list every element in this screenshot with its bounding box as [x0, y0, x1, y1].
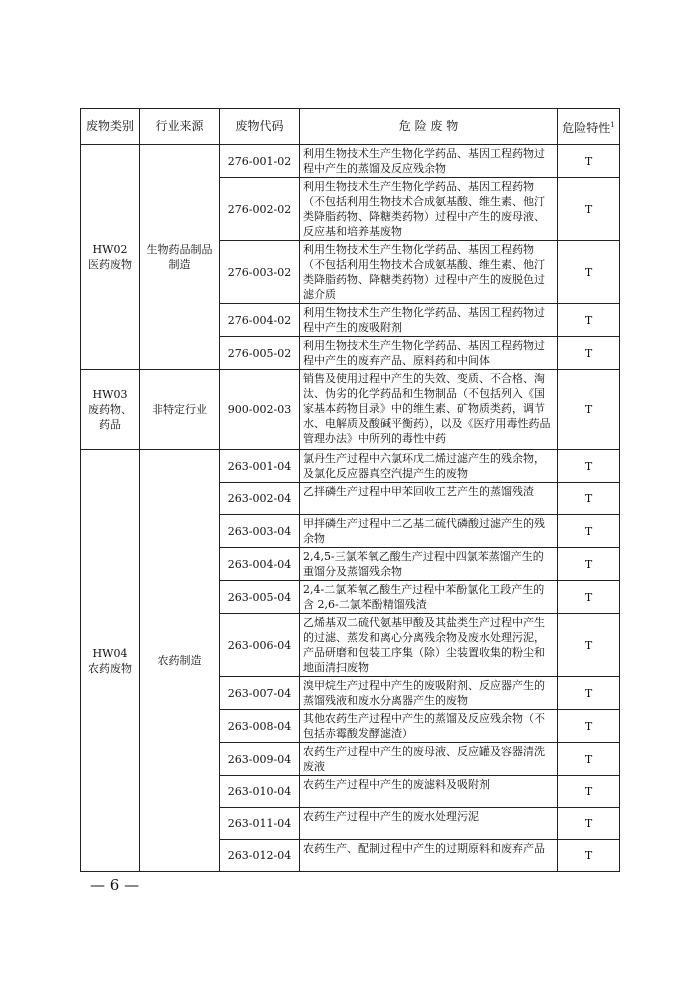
waste-code-cell: 263-009-04	[220, 743, 300, 776]
hazard-property-cell: T	[558, 450, 620, 483]
hazard-property-cell: T	[558, 710, 620, 743]
waste-code-cell: 263-010-04	[220, 776, 300, 808]
hazard-property-cell: T	[558, 548, 620, 581]
industry-source-cell: 农药制造	[140, 450, 220, 872]
waste-code-cell: 276-002-02	[220, 178, 300, 241]
hazardous-waste-description: 甲拌磷生产过程中二乙基二硫代磷酸过滤产生的残余物	[300, 515, 558, 548]
hazardous-waste-description: 利用生物技术生产生物化学药品、基因工程药物（不包括利用生物技术合成氨基酸、维生素、他汀类降脂药物、降糖类药物）过程中产生的废脱色过滤介质	[300, 241, 558, 304]
table-body	[81, 145, 620, 872]
hazardous-waste-description: 农药生产过程中产生的废滤料及吸附剂	[300, 776, 558, 808]
hazard-property-cell: T	[558, 304, 620, 337]
hazardous-waste-description: 乙烯基双二硫代氨基甲酸及其盐类生产过程中产生的过滤、蒸发和离心分离残余物及废水处理污泥，产品研磨和包装工序集（除）尘装置收集的粉尘和地面清扫废物	[300, 614, 558, 677]
waste-code-cell: 276-004-02	[220, 304, 300, 337]
waste-code-cell: 263-007-04	[220, 677, 300, 710]
hazardous-waste-description: 农药生产过程中产生的废水处理污泥	[300, 808, 558, 840]
industry-source-cell: 非特定行业	[140, 370, 220, 450]
waste-code-cell: 263-001-04	[220, 450, 300, 483]
hazard-property-cell: T	[558, 776, 620, 808]
hazardous-waste-description: 氯丹生产过程中六氯环戊二烯过滤产生的残余物，及氯化反应器真空汽提产生的废物	[300, 450, 558, 483]
hazardous-waste-description: 利用生物技术生产生物化学药品、基因工程药物过程中产生的废弃产品、原料药和中间体	[300, 337, 558, 370]
hazard-property-cell: T	[558, 145, 620, 178]
header-category: 废物类别	[81, 109, 140, 145]
hazardous-waste-description: 农药生产过程中产生的废母液、反应罐及容器清洗废液	[300, 743, 558, 776]
hazardous-waste-description: 利用生物技术生产生物化学药品、基因工程药物（不包括利用生物技术合成氨基酸、维生素、他汀类降脂药物、降糖类药物）过程中产生的废母液、反应基和培养基废物	[300, 178, 558, 241]
hazard-property-cell: T	[558, 677, 620, 710]
hazardous-waste-description: 利用生物技术生产生物化学药品、基因工程药物过程中产生的废吸附剂	[300, 304, 558, 337]
waste-code-cell: 263-011-04	[220, 808, 300, 840]
hazard-property-cell: T	[558, 241, 620, 304]
waste-code-cell: 276-003-02	[220, 241, 300, 304]
hazardous-waste-description: 农药生产、配制过程中产生的过期原料和废弃产品	[300, 840, 558, 872]
hazard-property-cell: T	[558, 370, 620, 450]
waste-code-cell: 263-003-04	[220, 515, 300, 548]
waste-code-cell: 263-004-04	[220, 548, 300, 581]
waste-code-cell: 263-012-04	[220, 840, 300, 872]
hazardous-waste-description: 其他农药生产过程中产生的蒸馏及反应残余物（不包括赤霉酸发酵滤渣）	[300, 710, 558, 743]
waste-category-cell: HW04 农药废物	[81, 450, 140, 872]
hazardous-waste-description: 溴甲烷生产过程中产生的废吸附剂、反应器产生的蒸馏残液和废水分离器产生的废物	[300, 677, 558, 710]
waste-code-cell: 263-008-04	[220, 710, 300, 743]
hazard-property-cell: T	[558, 581, 620, 614]
table-row	[81, 145, 620, 178]
page-number: — 6 —	[90, 876, 140, 894]
hazardous-waste-description: 2,4,5-三氯苯氧乙酸生产过程中四氯苯蒸馏产生的重馏分及蒸馏残余物	[300, 548, 558, 581]
hazard-property-cell: T	[558, 483, 620, 515]
hazard-property-cell: T	[558, 840, 620, 872]
hazard-property-cell: T	[558, 743, 620, 776]
hazard-property-cell: T	[558, 515, 620, 548]
hazard-property-cell: T	[558, 808, 620, 840]
hazard-property-cell: T	[558, 614, 620, 677]
waste-code-cell: 900-002-03	[220, 370, 300, 450]
hazardous-waste-description: 2,4-二氯苯氧乙酸生产过程中苯酚氯化工段产生的含 2,6-二氯苯酚精馏残渣	[300, 581, 558, 614]
table-row	[81, 450, 620, 483]
header-industry: 行业来源	[140, 109, 220, 145]
waste-category-cell: HW02 医药废物	[81, 145, 140, 370]
waste-code-cell: 263-005-04	[220, 581, 300, 614]
hazardous-waste-description: 销售及使用过程中产生的失效、变质、不合格、淘汰、伪劣的化学药品和生物制品（不包括列入《国家基本药物目录》中的维生素、矿物质类药，调节水、电解质及酸碱平衡药），以及《医疗用毒性药品管理办法》中所列的毒性中药	[300, 370, 558, 450]
waste-code-cell: 276-001-02	[220, 145, 300, 178]
header-property-label: 危险特性	[562, 120, 611, 135]
footnote-marker: 1	[610, 120, 615, 129]
waste-code-cell: 276-005-02	[220, 337, 300, 370]
table-row	[81, 370, 620, 450]
industry-source-cell: 生物药品制品 制造	[140, 145, 220, 370]
hazardous-waste-description: 乙拌磷生产过程中甲苯回收工艺产生的蒸馏残渣	[300, 483, 558, 515]
hazard-property-cell: T	[558, 337, 620, 370]
header-property	[558, 109, 620, 145]
header-waste: 危 险 废 物	[300, 109, 558, 145]
waste-code-cell: 263-006-04	[220, 614, 300, 677]
waste-code-cell: 263-002-04	[220, 483, 300, 515]
hazardous-waste-description: 利用生物技术生产生物化学药品、基因工程药物过程中产生的蒸馏及反应残余物	[300, 145, 558, 178]
table-header-row	[81, 109, 620, 145]
waste-category-cell: HW03 废药物、 药品	[81, 370, 140, 450]
hazard-property-cell: T	[558, 178, 620, 241]
hazardous-waste-table	[80, 108, 620, 872]
header-code: 废物代码	[220, 109, 300, 145]
